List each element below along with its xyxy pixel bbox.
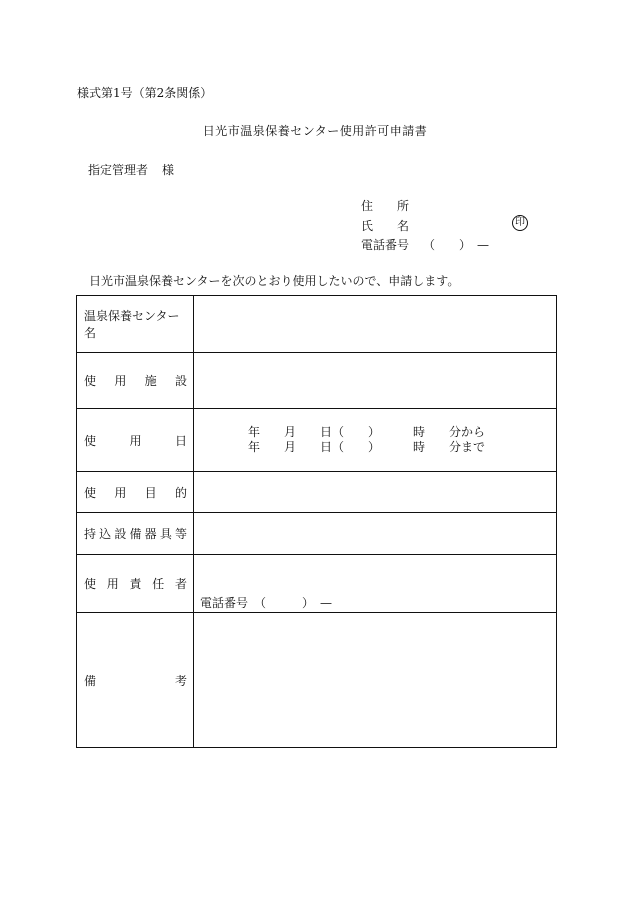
row-purpose [77, 472, 557, 513]
addressee-honorific: 様 [162, 163, 175, 177]
unit-year: 年 [248, 440, 261, 454]
field-remarks[interactable] [194, 613, 557, 748]
field-purpose[interactable] [194, 472, 557, 513]
unit-day: 日（ ） [320, 425, 381, 439]
unit-from: 分から [449, 425, 486, 439]
label-center-name [77, 296, 194, 353]
field-center-name[interactable] [194, 296, 557, 353]
unit-hour: 時 [413, 440, 426, 454]
label-usage-date-text: 使用日 [84, 433, 187, 448]
label-facility [77, 353, 194, 409]
label-facility-text: 使用施設 [84, 374, 187, 388]
row-center-name [77, 296, 557, 353]
field-equipment[interactable] [194, 513, 557, 555]
label-responsible-text: 使用責任者 [84, 577, 187, 591]
unit-day: 日（ ） [320, 440, 381, 454]
field-responsible[interactable] [194, 555, 557, 613]
applicant-address-label: 住所 [361, 199, 409, 213]
field-usage-date[interactable] [194, 409, 557, 472]
label-responsible [77, 555, 194, 613]
label-remarks [77, 613, 194, 748]
label-remarks-text: 備考 [84, 673, 187, 688]
addressee [88, 161, 174, 178]
addressee-name: 指定管理者 [88, 163, 149, 177]
row-responsible [77, 555, 557, 613]
applicant-address-row [361, 197, 409, 214]
label-usage-date [77, 409, 194, 472]
label-purpose [77, 472, 194, 513]
date-from-line [248, 425, 556, 440]
label-equipment-text: 持込設備器具等 [84, 527, 187, 541]
applicant-name-label: 氏名 [361, 219, 409, 233]
row-equipment [77, 513, 557, 555]
applicant-phone-format: （ ） — [423, 238, 490, 252]
application-form-table [76, 295, 557, 748]
seal-mark-icon: 印 [512, 215, 528, 231]
unit-hour: 時 [413, 425, 426, 439]
applicant-name-row [361, 217, 409, 234]
label-purpose-text: 使用目的 [84, 485, 187, 500]
field-facility[interactable] [194, 353, 557, 409]
row-usage-date [77, 409, 557, 472]
intro-text: 日光市温泉保養センターを次のとおり使用したいので、申請します。 [89, 274, 460, 288]
responsible-phone: 電話番号 （ ） — [200, 596, 333, 610]
row-remarks [77, 613, 557, 748]
row-facility [77, 353, 557, 409]
unit-month: 月 [284, 425, 297, 439]
applicant-phone-row [361, 236, 489, 253]
unit-month: 月 [284, 440, 297, 454]
label-equipment [77, 513, 194, 555]
unit-to: 分まで [449, 440, 486, 454]
applicant-phone-label: 電話番号 [361, 238, 410, 252]
date-to-line [248, 440, 556, 455]
form-number: 様式第1号（第2条関係） [77, 86, 213, 100]
document-title: 日光市温泉保養センター使用許可申請書 [202, 124, 428, 138]
label-center-name-text: 温泉保養センター名 [84, 309, 180, 340]
unit-year: 年 [248, 425, 261, 439]
